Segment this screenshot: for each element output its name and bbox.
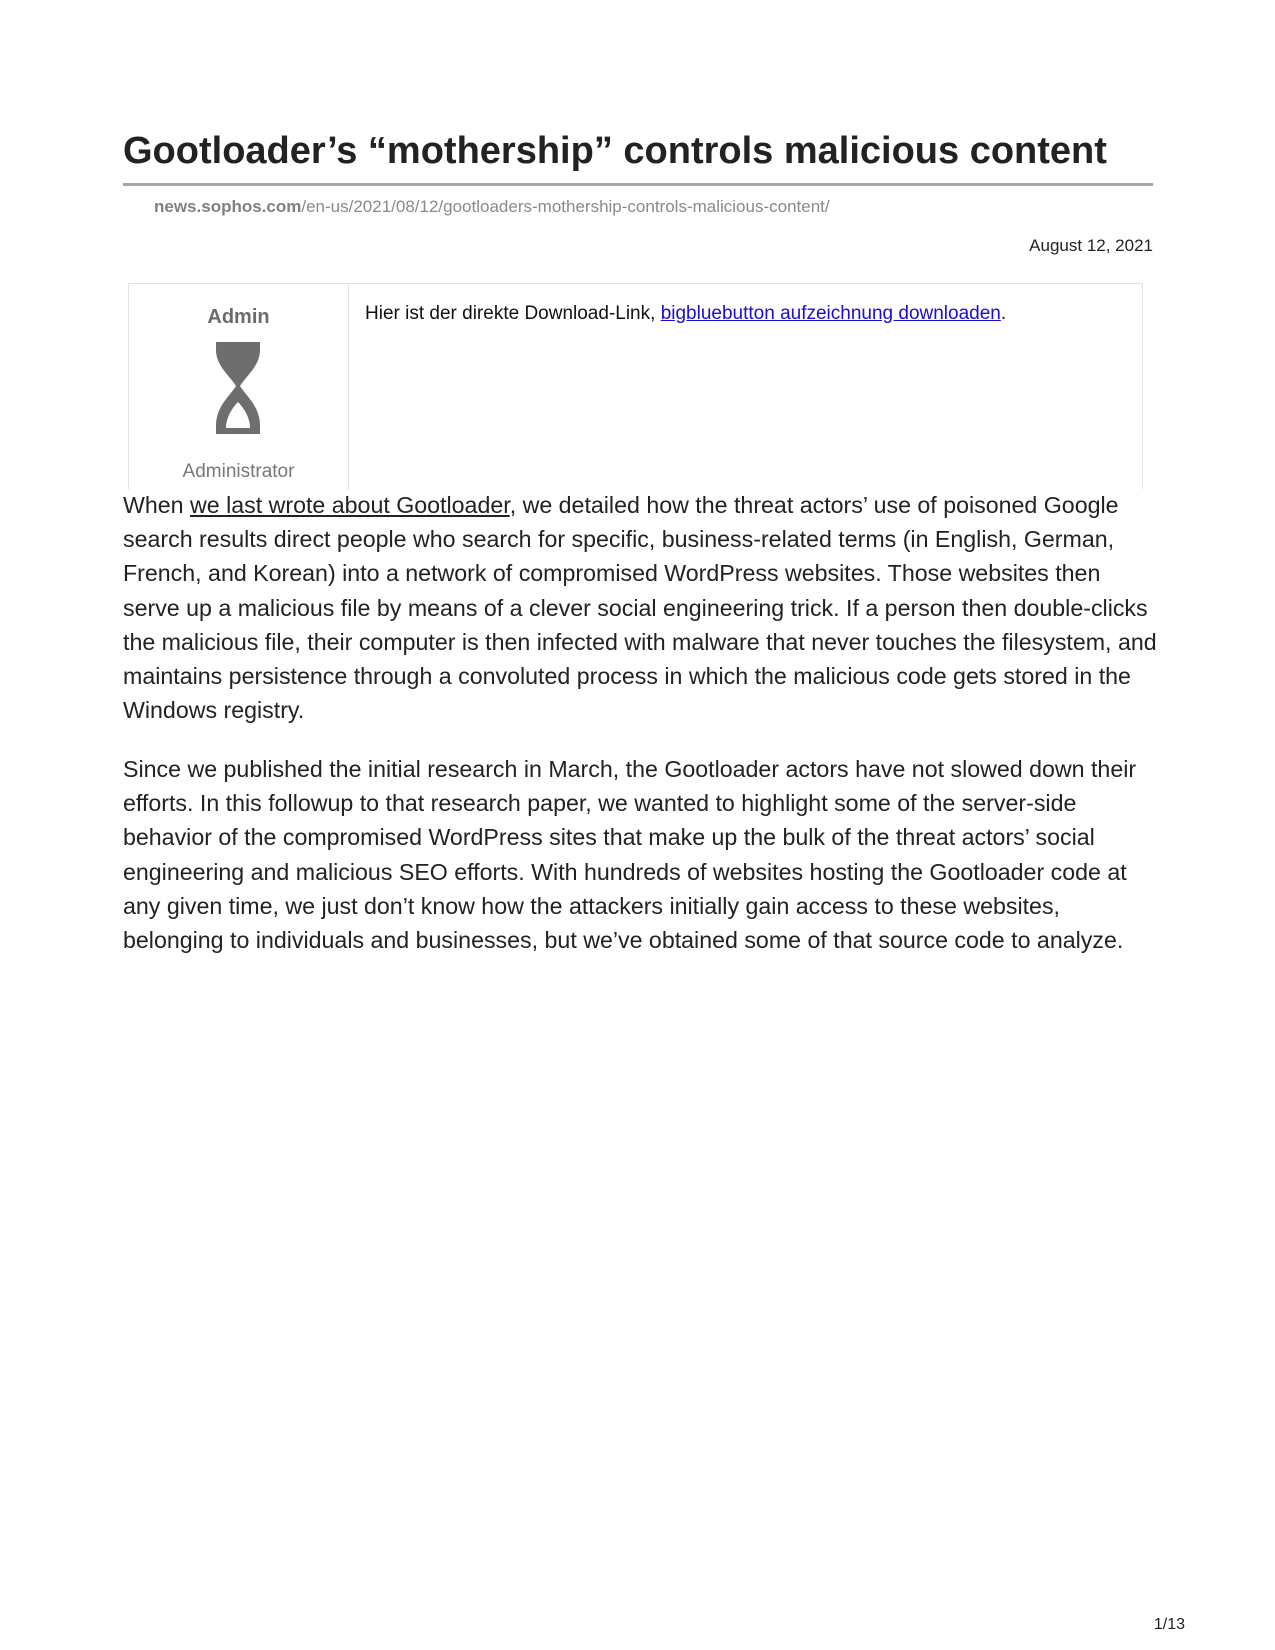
paragraph-intro-body: , we detailed how the threat actors’ use of poisoned Google search results direct people who search for specific, business-related terms (in English, German, French, and Korean) into a network of compromised WordPress websites. Those websites then serve up a malicious file by means of a clever social engineering trick. If a person then double-clicks the malicious file, their computer is then infected with malware that never touches the filesystem, and maintains persistence through a convoluted process in which the malicious code gets stored in the Windows registry. <box>123 492 1157 724</box>
download-link[interactable]: bigbluebutton aufzeichnung downloaden <box>660 303 1001 324</box>
source-url-path: /en-us/2021/08/12/gootloaders-mothership-controls-malicious-content/ <box>301 197 830 216</box>
article-title: Gootloader’s “mothership” controls malicious content <box>123 130 1107 172</box>
title-divider <box>123 183 1153 186</box>
source-url-domain: news.sophos.com <box>154 197 302 216</box>
source-url[interactable] <box>154 196 830 218</box>
forum-post-end: . <box>1000 303 1007 324</box>
forum-post-lead: Hier ist der direkte Download-Link, <box>365 303 661 324</box>
forum-user-panel <box>129 284 349 490</box>
publish-date: August 12, 2021 <box>1029 236 1153 255</box>
forum-user-role: Administrator <box>182 461 295 482</box>
forum-post-text <box>365 302 1006 326</box>
forum-username: Admin <box>207 306 270 328</box>
hourglass-icon <box>212 340 264 436</box>
previous-article-link[interactable]: we last wrote about Gootloader <box>190 492 510 518</box>
paragraph-intro-lead: When <box>123 492 191 518</box>
paragraph-intro <box>123 488 1163 727</box>
paragraph-followup: Since we published the initial research in March, the Gootloader actors have not slowed down their efforts. In this followup to that research paper, we wanted to highlight some of the server-side behavior of the compromised WordPress sites that make up the bulk of the threat actors’ social engineering and malicious SEO efforts. With hundreds of websites hosting the Gootloader code at any given time, we just don’t know how the attackers initially gain access to these websites, belonging to individuals and businesses, but we’ve obtained some of that source code to analyze. <box>123 756 1137 954</box>
page-number: 1/13 <box>1153 1616 1185 1633</box>
forum-post-screenshot <box>128 283 1143 489</box>
